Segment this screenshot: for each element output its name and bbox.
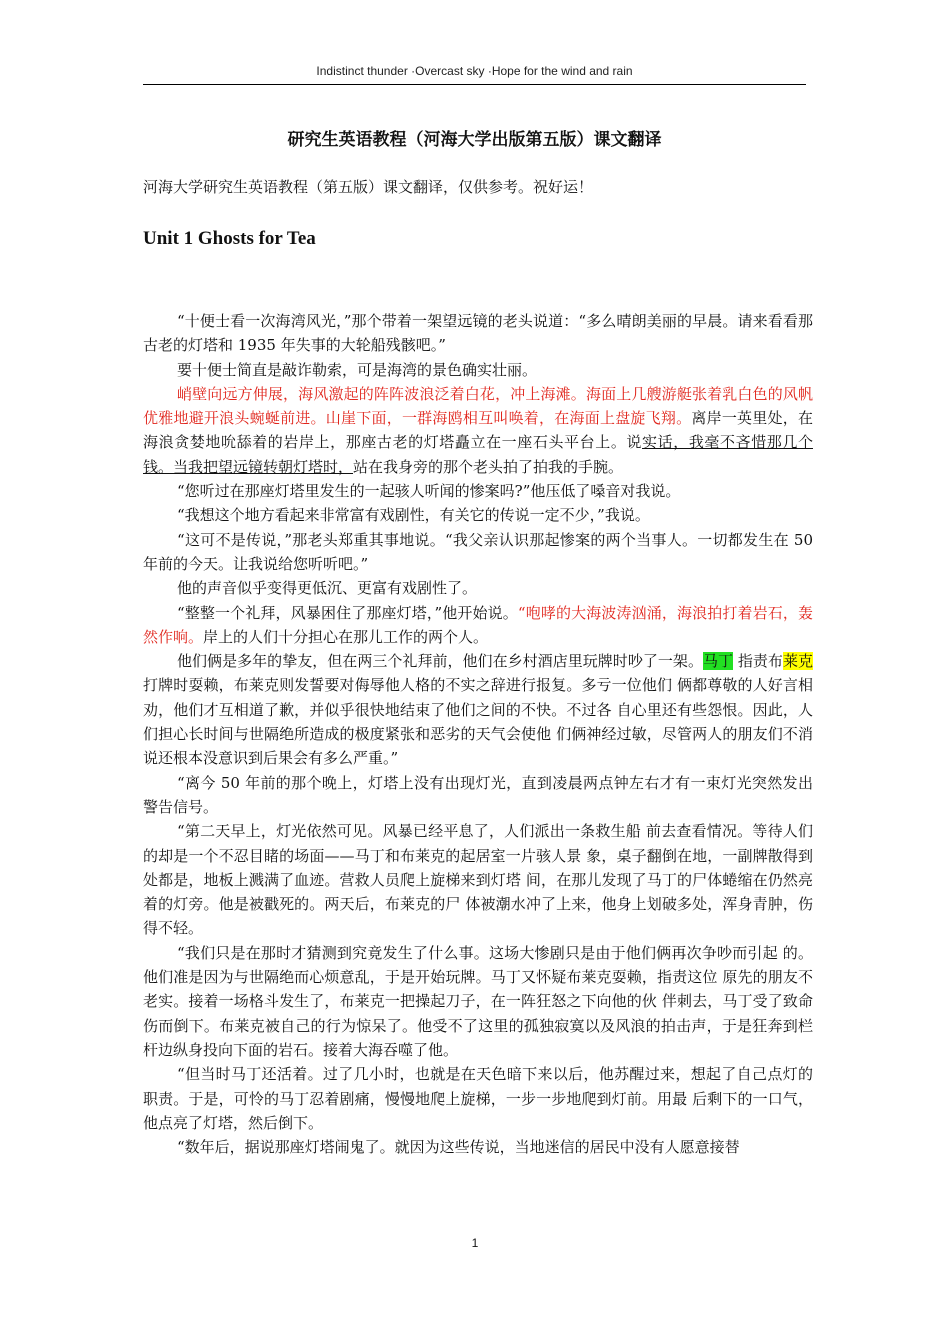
paragraph: “您听过在那座灯塔里发生的一起骇人听闻的惨案吗?”他压低了嗓音对我说。 bbox=[177, 482, 681, 501]
paragraph: 要十便士简直是敲诈勒索，可是海湾的景色确实壮丽。 bbox=[177, 360, 538, 379]
underlined-text: 实话，我毫不吝惜那几个钱。当我把望远镜转朝灯塔时， bbox=[143, 433, 813, 476]
paragraph: “这可不是传说，”那老头郑重其事地说。“我父亲认识那起惨案的两个当事人。一切都发生在 50 年前的今天。让我说给您听听吧。” bbox=[143, 530, 813, 573]
highlighted-name-blake: 莱克 bbox=[782, 652, 813, 671]
text-run: 打牌时耍赖，布莱克则发誓要对侮辱他人格的不实之辞进行报复。多亏一位他们 俩都尊敬的人好言相劝，他们才互相道了歉，并似乎很快地结束了他们之间的不快。不过各 自心里还有些怨恨。因此，人们担心长时间与世隔绝所造成的极度紧张和恶劣的天气会使他 们俩神经过敏，尽管两人的朋友们不消说还根本没意识到后果会有多么严重。” bbox=[143, 676, 813, 768]
paragraph bbox=[143, 382, 813, 479]
text-run: 岸上的人们十分担心在那儿工作的两个人。 bbox=[203, 627, 489, 646]
intro-paragraph: 河海大学研究生英语教程（第五版）课文翻译，仅供参考。祝好运！ bbox=[143, 178, 594, 196]
paragraph bbox=[143, 601, 813, 650]
highlighted-name-martin: 马丁 bbox=[702, 652, 734, 671]
paragraph bbox=[143, 649, 813, 770]
page-number: 1 bbox=[471, 1236, 479, 1250]
paragraph: “我想这个地方看起来非常富有戏剧性，有关它的传说一定不少，”我说。 bbox=[177, 506, 650, 525]
document-title: 研究生英语教程（河海大学出版第五版）课文翻译 bbox=[287, 130, 662, 150]
paragraph: “但当时马丁还活着。过了几小时，也就是在天色暗下来以后，他苏醒过来，想起了自己点灯的职责。于是，可怜的马丁忍着剧痛，慢慢地爬上旋梯，一步一步地爬到灯前。用最 后剩下的一口气，他点亮了灯塔，然后倒下。 bbox=[143, 1065, 813, 1132]
paragraph: “我们只是在那时才猜测到究竟发生了什么事。这场大惨剧只是由于他们俩再次争吵而引起 的。他们准是因为与世隔绝而心烦意乱，于是开始玩牌。马丁又怀疑布莱克耍赖，指责这位 原先的朋友不老实。接着一场格斗发生了，布莱克一把操起刀子，在一阵狂怒之下向他的伙 伴刺去，马丁受了致命伤而倒下。布莱克被自己的行为惊呆了。他受不了这里的孤独寂寞以及风浪的拍击声，于是狂奔到栏杆边纵身投向下面的岩石。接着大海吞噬了他。 bbox=[143, 943, 813, 1059]
unit-heading: Unit 1 Ghosts for Tea bbox=[143, 228, 316, 249]
header-divider bbox=[143, 84, 806, 85]
paragraph: “离今 50 年前的那个晚上，灯塔上没有出现灯光，直到凌晨两点钟左右才有一束灯光突然发出警告信号。 bbox=[143, 773, 813, 816]
text-run: 指责布 bbox=[733, 652, 783, 671]
paragraph: “第二天早上，灯光依然可见。风暴已经平息了，人们派出一条救生船 前去查看情况。等待人们的却是一个不忍目睹的场面——马丁和布莱克的起居室一片骇人景 象，桌子翻倒在地，一副牌散得到处都是，地板上溅满了血迹。营救人员爬上旋梯来到灯塔 间，在那儿发现了马丁的尸体蜷缩在仍然亮着的灯旁。他是被戳死的。两天后，布莱克的尸 体被潮水冲了上来，他身上划破多处，浑身青肿，伤得不轻。 bbox=[143, 822, 813, 938]
text-run: “整整一个礼拜，风暴困住了那座灯塔，”他开始说。 bbox=[177, 603, 518, 622]
paragraph: 他的声音似乎变得更低沉、更富有戏剧性了。 bbox=[177, 579, 478, 598]
page-header: Indistinct thunder ·Overcast sky ·Hope for the wind and rain bbox=[316, 64, 633, 78]
translation-body bbox=[143, 309, 813, 1159]
paragraph: “十便士看一次海湾风光，”那个带着一架望远镜的老头说道：“多么晴朗美丽的早晨。请来看看那古老的灯塔和 1935 年失事的大轮船残骸吧。” bbox=[143, 312, 813, 355]
text-run: 他们俩是多年的挚友，但在两三个礼拜前，他们在乡村酒店里玩牌时吵了一架。 bbox=[177, 652, 703, 671]
paragraph: “数年后，据说那座灯塔闹鬼了。就因为这些传说，当地迷信的居民中没有人愿意接替 bbox=[177, 1138, 740, 1157]
text-run: 站在我身旁的那个老头拍了拍我的手腕。 bbox=[353, 457, 624, 476]
text-run: 离岸一英里处，在海浪贪婪地吮舔着的岩岸上，那座古老的灯塔矗立在一座石头平台上。说 bbox=[143, 409, 813, 452]
red-text: “咆哮的大海波涛汹涌，海浪拍打着岩石，轰然作响。 bbox=[143, 603, 814, 646]
red-text: 峭壁向远方伸展，海风激起的阵阵波浪泛着白花，冲上海滩。海面上几艘游艇张着乳白色的风帆优雅地避开浪头蜿蜒前进。山崖下面，一群海鸥相互叫唤着，在海面上盘旋飞翔。 bbox=[143, 384, 813, 428]
